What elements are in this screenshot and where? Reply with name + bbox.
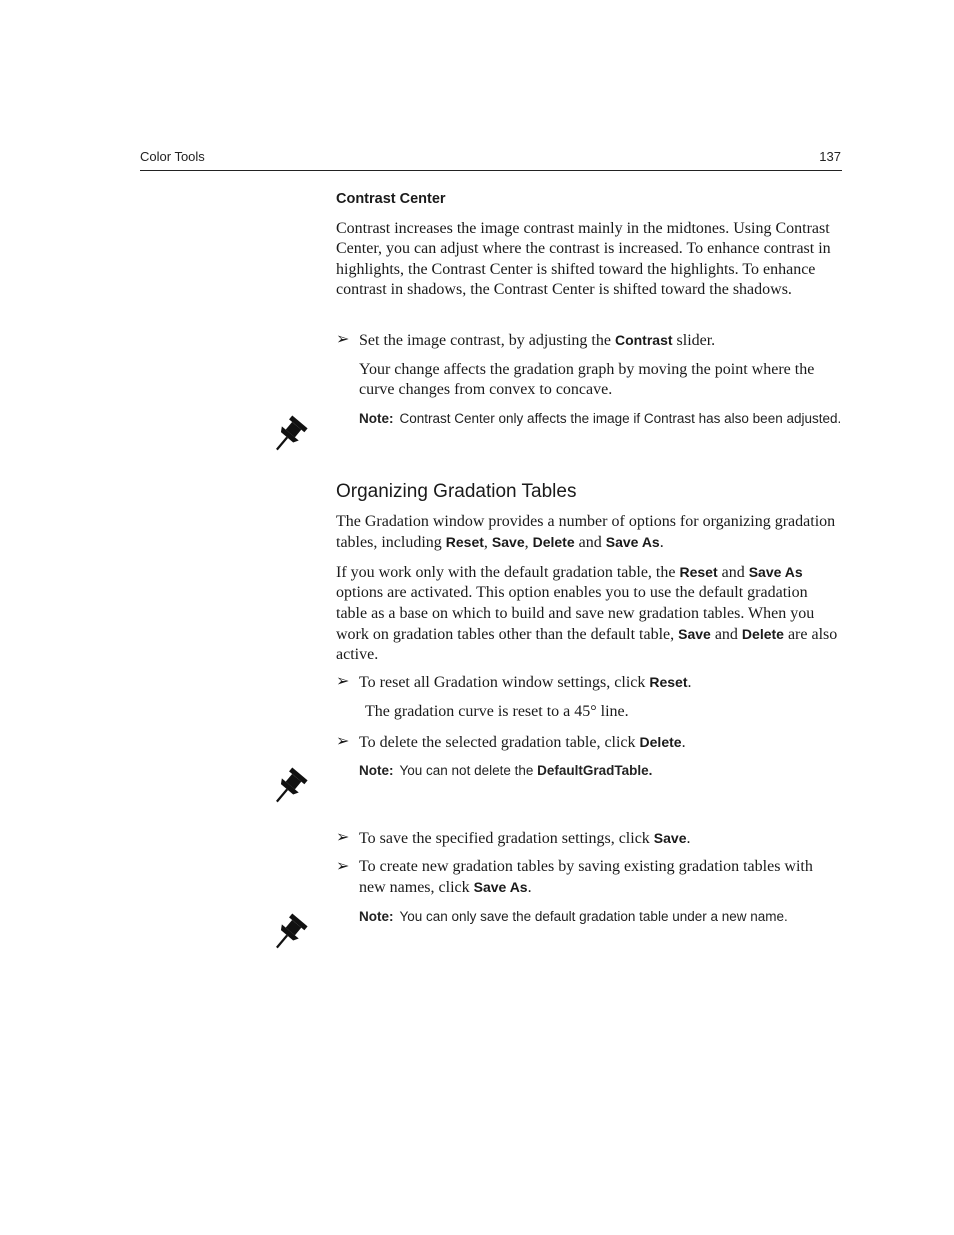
header-section-title: Color Tools	[140, 149, 205, 164]
contrast-center-heading: Contrast Center	[336, 191, 446, 207]
save-as-ref: Save As	[748, 564, 803, 580]
running-header	[140, 149, 842, 171]
delete-button-ref: Delete	[639, 734, 682, 750]
note-label: Note:	[359, 411, 394, 426]
save-as-ref: Save As	[605, 534, 660, 551]
contrast-result-text: Your change affects the gradation graph by moving the point where the curve changes from convex to concave.	[359, 361, 815, 399]
note-contrast-center: Note: Contrast Center only affects the image if Contrast has also been adjusted.	[359, 411, 842, 426]
pushpin-icon	[268, 911, 310, 955]
pushpin-icon	[268, 765, 310, 809]
contrast-center-paragraph: Contrast increases the image contrast mainly in the midtones. Using Contrast Center, you can adjust where the contrast is increased. To enhance contrast in highlights, the Contrast Center is shifted toward the highlights. To enhance contrast in shadows, the Contrast Center is shifted toward the shadows.	[336, 220, 831, 298]
reset-button-ref: Reset	[649, 674, 688, 690]
bullet-arrow-icon: ➢	[336, 858, 350, 875]
bullet-arrow-icon: ➢	[336, 733, 350, 750]
save-ref: Save	[491, 534, 525, 551]
note-delete: Note: You can not delete the DefaultGradTable.	[359, 763, 653, 778]
bullet-arrow-icon: ➢	[336, 673, 350, 690]
delete-bullet: ➢ To delete the selected gradation table, click Delete.	[336, 733, 686, 751]
contrast-slider-ref: Contrast	[614, 332, 673, 348]
note-save-as: Note: You can only save the default gradation table under a new name.	[359, 909, 788, 924]
default-grad-table-ref: DefaultGradTable.	[537, 763, 653, 778]
section-heading-organizing: Organizing Gradation Tables	[336, 481, 577, 502]
save-ref: Save	[678, 625, 711, 642]
save-bullet: ➢ To save the specified gradation settings, click Save.	[336, 829, 691, 847]
save-as-bullet: ➢ To create new gradation tables by saving existing gradation tables with new names, click Save As.	[336, 858, 813, 897]
contrast-bullet: ➢ Set the image contrast, by adjusting the Contrast slider.	[336, 331, 716, 349]
delete-ref: Delete	[741, 625, 784, 642]
reset-ref: Reset	[679, 564, 718, 580]
organizing-paragraph-1: The Gradation window provides a number of options for organizing gradation tables, including Reset, Save, Delete and Save As.	[336, 513, 836, 552]
reset-bullet: ➢ To reset all Gradation window settings, click Reset.	[336, 673, 692, 691]
save-button-ref: Save	[653, 830, 687, 846]
note-label: Note:	[359, 909, 394, 924]
reset-ref: Reset	[445, 534, 484, 551]
reset-result-text: The gradation curve is reset to a 45° line.	[365, 703, 629, 720]
save-as-button-ref: Save As	[473, 879, 528, 896]
organizing-paragraph-2: If you work only with the default gradation table, the Reset and Save As options are activated. This option enables you to use the default gradation table as a base on which to build and save new gradation tables. When you work on gradation tables other than the default table, Save and Delete are also active.	[336, 564, 838, 664]
delete-ref: Delete	[532, 534, 575, 551]
note-label: Note:	[359, 763, 394, 778]
page-number: 137	[819, 149, 841, 164]
bullet-arrow-icon: ➢	[336, 829, 350, 846]
pushpin-icon	[268, 413, 310, 457]
bullet-arrow-icon: ➢	[336, 331, 350, 348]
